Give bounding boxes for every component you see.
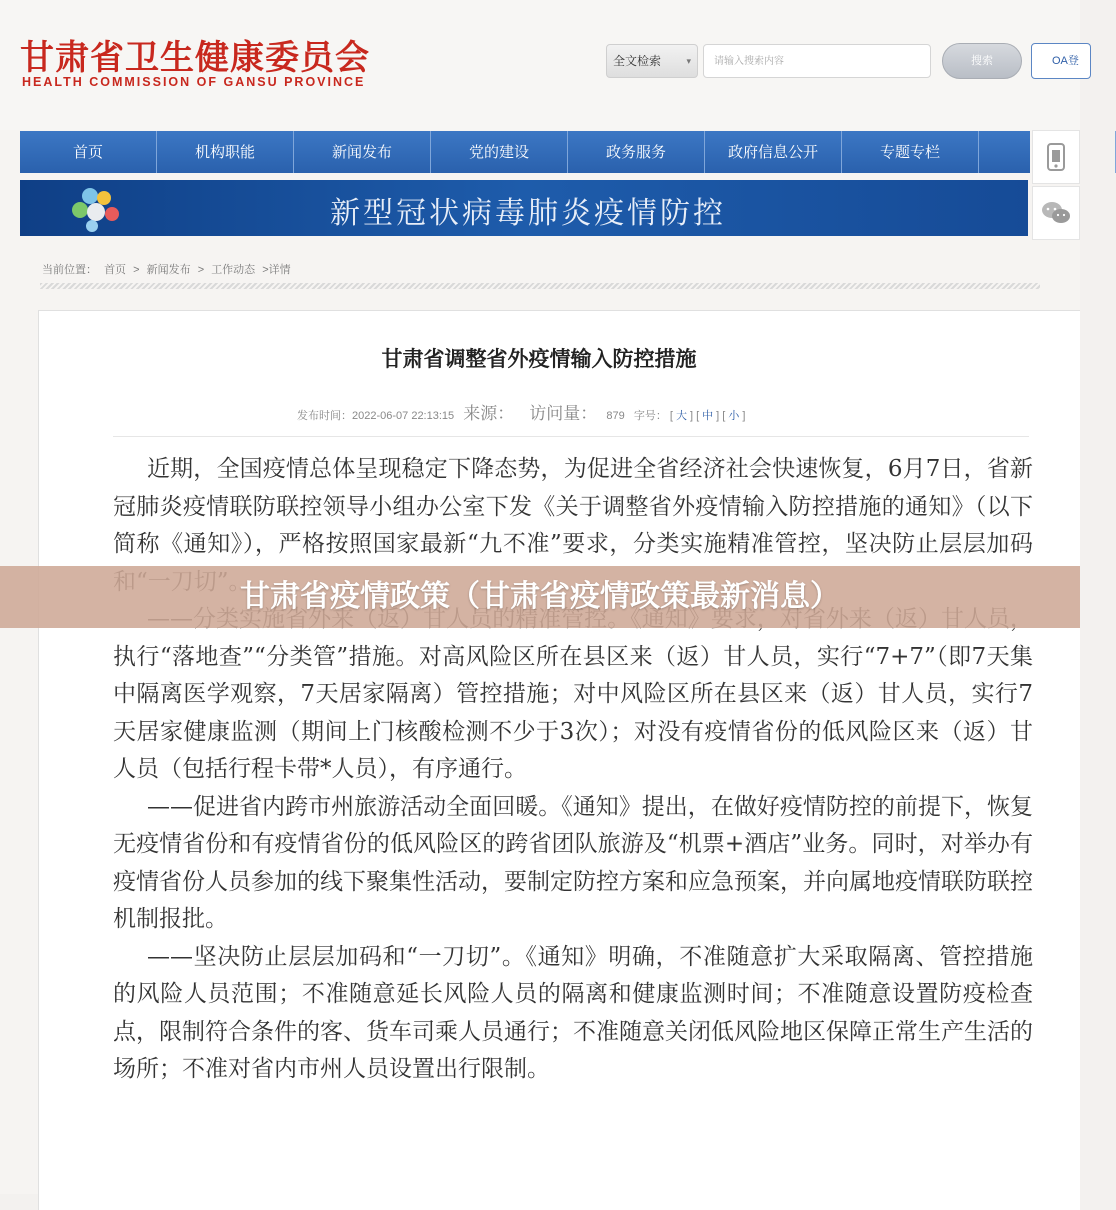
- chevron-down-icon: ▾: [686, 56, 691, 66]
- search-type-select[interactable]: [606, 44, 698, 78]
- main-nav: [20, 131, 1030, 173]
- nav-item-special[interactable]: 专题专栏: [842, 131, 979, 173]
- covid-banner[interactable]: [20, 180, 1028, 236]
- breadcrumb: [42, 261, 295, 277]
- wechat-widget[interactable]: [1032, 186, 1080, 240]
- logo-title[interactable]: 甘肃省卫生健康委员会: [20, 38, 370, 78]
- meta-divider: [113, 436, 1029, 437]
- phone-icon: [1045, 142, 1067, 172]
- caption-overlay: [0, 566, 1080, 628]
- breadcrumb-news[interactable]: 新闻发布: [146, 264, 191, 276]
- nav-item-services[interactable]: 政务服务: [568, 131, 705, 173]
- breadcrumb-current: >详情: [262, 264, 291, 276]
- breadcrumb-separator: >: [133, 264, 140, 276]
- search-button[interactable]: 搜索: [942, 43, 1022, 79]
- caption-title: 甘肃省疫情政策（甘肃省疫情政策最新消息）: [240, 579, 840, 614]
- breadcrumb-label: 当前位置：: [42, 264, 97, 276]
- source-label: 来源：: [463, 404, 515, 423]
- article-paragraph: ——坚决防止层层加码和“一刀切”。《通知》明确，不准随意扩大采取隔离、管控措施的风险人员范围；不准随意延长风险人员的隔离和健康监测时间；不准随意设置防疫检查点，限制符合条件的客、货车司乘人员通行；不准随意关闭低风险地区保障正常生产生活的场所；不准对省内市州人员设置出行限制。: [113, 943, 1033, 1082]
- visits-label: 访问量：: [529, 404, 598, 423]
- nav-item-org[interactable]: 机构职能: [157, 131, 294, 173]
- oa-login-button[interactable]: OA登: [1031, 43, 1091, 79]
- nav-item-info-disclosure[interactable]: 政府信息公开: [705, 131, 842, 173]
- search-type-label: 全文检索: [613, 54, 662, 68]
- breadcrumb-separator: >: [197, 264, 205, 276]
- article-title: 甘肃省调整省外疫情输入防控措施: [381, 347, 697, 371]
- font-size-medium-link[interactable]: 中: [702, 410, 714, 422]
- font-size-small-link[interactable]: 小: [728, 410, 740, 422]
- banner-title: 新型冠状病毒肺炎疫情防控: [330, 196, 726, 231]
- breadcrumb-work-news[interactable]: 工作动态: [211, 264, 256, 276]
- article-meta: 发布时间：2022-06-07 22:13:15 来源： 访问量： 879 字号： [ 大 ] [ 中 ] [ 小 ]: [297, 404, 746, 423]
- nav-item-news[interactable]: 新闻发布: [294, 131, 431, 173]
- divider: [40, 283, 1040, 289]
- publish-time: 2022-06-07 22:13:15: [352, 410, 455, 422]
- nav-item-party[interactable]: 党的建设: [431, 131, 568, 173]
- logo-subtitle: HEALTH COMMISSION OF GANSU PROVINCE: [22, 75, 366, 89]
- article-paragraph: 执行“落地查”“分类管”措施。对高风险区所在县区来（返）甘人员，实行“7+7”（即7天集中隔离医学观察，7天居家隔离）管控措施；对中风险区所在县区来（返）甘人员，实行7天居家健康监测（期间上门核酸检测不少于3次）；对没有疫情省份的低风险区来（返）甘人员（包括行程卡带*人员），有序通行。: [113, 643, 1033, 782]
- mobile-version-widget[interactable]: [1032, 130, 1080, 184]
- font-size-large-link[interactable]: 大: [676, 410, 687, 422]
- site-header: [0, 0, 1080, 130]
- article-paragraph: 近期，全国疫情总体呈现稳定下降态势，为促进全省经济社会快速恢复，6月7日，省新冠肺炎疫情联防联控领导小组办公室下发《关于调整省外疫情输入防控措施的通知》（以下简称《通知》），严格按照国家最新“九不准”要求，分类实施精准管控，坚决防止层层加码: [113, 456, 1033, 557]
- search-input[interactable]: [703, 44, 931, 78]
- article-paragraph: ——促进省内跨市州旅游活动全面回暖。《通知》提出，在做好疫情防控的前提下，恢复无疫情省份和有疫情省份的低风险区的跨省团队旅游及“机票+酒店”业务。同时，对举办有疫情省份人员参加的线下聚集性活动，要制定防控方案和应急预案，并向属地疫情联防联控机制报批。: [113, 793, 1033, 932]
- banner-logo-icon: [52, 184, 142, 232]
- article-panel: [38, 310, 1080, 1210]
- visits-count: 879: [606, 410, 625, 422]
- fontsize-label: 字号：: [633, 410, 667, 422]
- breadcrumb-home[interactable]: 首页: [104, 264, 127, 276]
- article-body: [113, 451, 1033, 1089]
- wechat-icon: [1040, 200, 1072, 226]
- publish-label: 发布时间：: [297, 410, 352, 422]
- nav-item-home[interactable]: 首页: [20, 131, 157, 173]
